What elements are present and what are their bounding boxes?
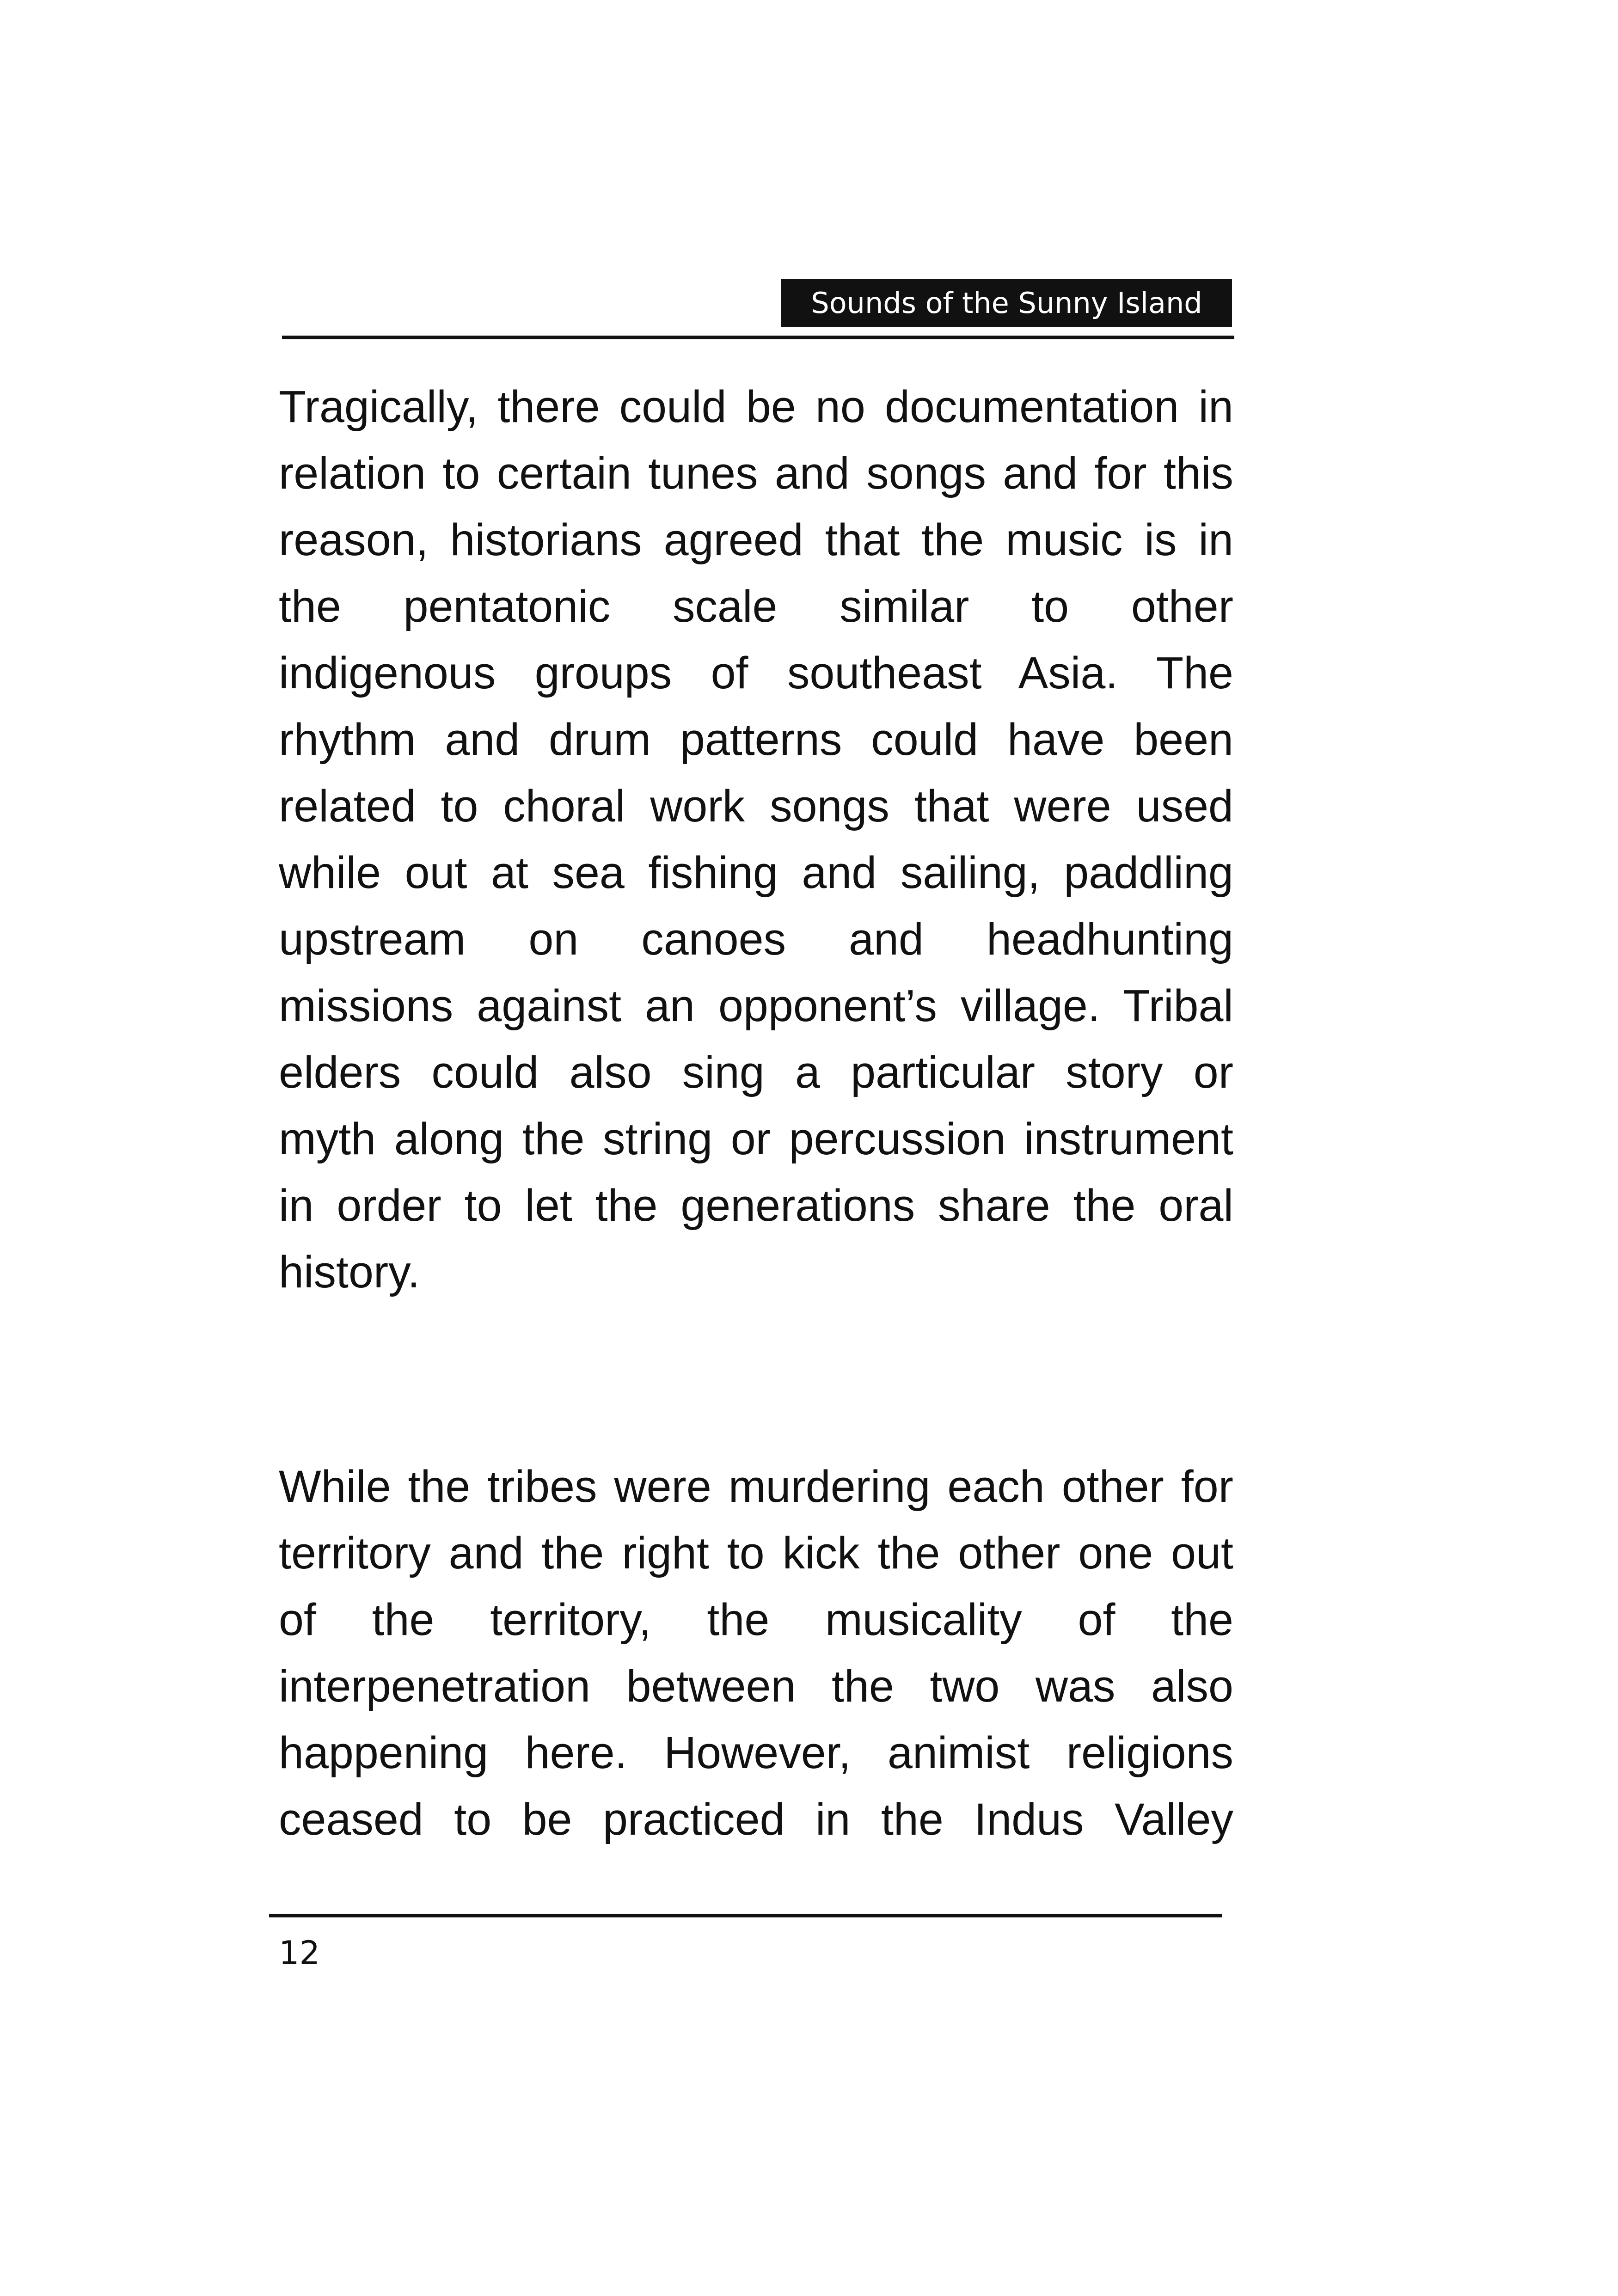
body-paragraph-1 (279, 373, 1233, 1305)
text-line: Tragically, there could be no documentation in (279, 381, 1233, 432)
text-line: happening here. However, animist religions (279, 1727, 1233, 1778)
text-line: related to choral work songs that were used (279, 781, 1233, 831)
page-number: 12 (279, 1934, 320, 1972)
header-rule (282, 336, 1234, 339)
text-line: interpenetration between the two was also (279, 1661, 1233, 1711)
text-line: territory and the right to kick the other one out (279, 1528, 1233, 1578)
text-line: missions against an opponent’s village. Tribal (279, 980, 1233, 1031)
text-line: in order to let the generations share the oral (279, 1180, 1233, 1231)
text-line: relation to certain tunes and songs and for this (279, 448, 1233, 498)
text-line: indigenous groups of southeast Asia. The (279, 648, 1233, 698)
text-line: ceased to be practiced in the Indus Valley (279, 1794, 1233, 1844)
text-line: the pentatonic scale similar to other (279, 581, 1233, 631)
text-line: elders could also sing a particular story or (279, 1047, 1233, 1097)
text-line: upstream on canoes and headhunting (279, 914, 1233, 964)
text-line: myth along the string or percussion instrument (279, 1114, 1233, 1164)
text-line: history. (279, 1247, 420, 1297)
text-line: rhythm and drum patterns could have been (279, 714, 1233, 765)
footer-rule (269, 1914, 1222, 1917)
body-paragraph-2 (279, 1453, 1233, 1853)
running-header-title: Sounds of the Sunny Island (781, 279, 1232, 327)
text-line: While the tribes were murdering each other for (279, 1461, 1233, 1512)
text-line: of the territory, the musicality of the (279, 1594, 1233, 1645)
text-line: reason, historians agreed that the music is in (279, 514, 1233, 565)
text-line: while out at sea fishing and sailing, paddling (279, 847, 1233, 898)
